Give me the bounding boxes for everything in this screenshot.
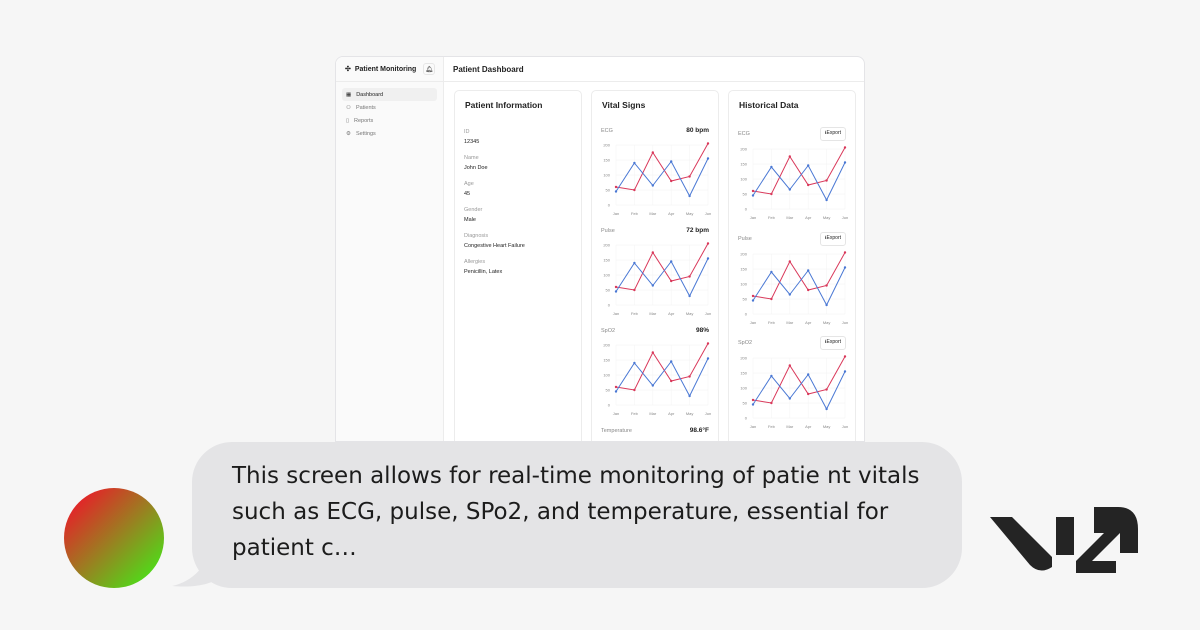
series-blue-point	[670, 360, 672, 362]
x-tick-label: Feb	[630, 311, 638, 316]
x-tick-label: Jan	[612, 211, 620, 216]
x-tick-label: May	[822, 320, 831, 325]
app-title: Patient Monitoring	[354, 65, 417, 73]
export-button[interactable]: ⭳Export	[820, 232, 846, 246]
series-blue-point	[789, 293, 791, 295]
series-blue-point	[770, 375, 772, 377]
spo2-chart	[596, 339, 716, 421]
series-blue-point	[707, 257, 709, 259]
series-red-point	[770, 402, 772, 404]
x-tick-label: Feb	[630, 211, 638, 216]
pulse-history-chart	[733, 248, 853, 330]
series-red-point	[707, 242, 709, 244]
y-tick-label: 100	[740, 176, 747, 182]
spo2-history-chart	[733, 352, 853, 434]
x-tick-label: Mar	[786, 215, 794, 220]
series-red-point	[844, 146, 846, 148]
y-tick-label: 150	[603, 357, 610, 363]
y-tick-label: 100	[740, 385, 747, 391]
history-label: ECG	[738, 131, 750, 137]
series-red-point	[789, 364, 791, 366]
series-red-line	[753, 148, 845, 195]
series-blue-point	[652, 384, 654, 386]
y-tick-label: 150	[603, 157, 610, 163]
y-tick-label: 150	[740, 161, 747, 167]
series-blue-line	[616, 259, 708, 297]
y-tick-label: 100	[603, 172, 610, 178]
field-label: Gender	[464, 207, 483, 213]
series-red-point	[615, 186, 617, 188]
y-tick-label: 100	[603, 272, 610, 278]
series-red-point	[807, 393, 809, 395]
sidebar-item-reports[interactable]	[342, 114, 437, 127]
series-blue-point	[844, 266, 846, 268]
history-label: Pulse	[738, 236, 752, 242]
y-tick-label: 0	[744, 311, 747, 317]
series-red-point	[752, 190, 754, 192]
series-blue-point	[825, 304, 827, 306]
x-tick-label: Apr	[805, 215, 812, 220]
x-tick-label: Jan	[749, 215, 757, 220]
card-title: Patient Information	[465, 100, 543, 110]
x-tick-label: Jan	[612, 311, 620, 316]
series-red-point	[825, 284, 827, 286]
series-blue-point	[707, 157, 709, 159]
y-tick-label: 200	[740, 146, 747, 152]
field-value: John Doe	[464, 165, 488, 171]
series-red-point	[807, 184, 809, 186]
history-label: SpO2	[738, 340, 753, 346]
series-red-line	[753, 357, 845, 404]
y-tick-label: 0	[607, 402, 610, 408]
vital-value: 98%	[695, 327, 709, 334]
vital-label: Pulse	[601, 227, 615, 234]
series-red-point	[825, 179, 827, 181]
series-red-point	[670, 280, 672, 282]
y-tick-label: 0	[607, 202, 610, 208]
series-red-point	[789, 155, 791, 157]
x-tick-label: Mar	[649, 211, 657, 216]
series-red-point	[652, 151, 654, 153]
x-tick-label: Apr	[805, 320, 812, 325]
patient-info-card	[454, 90, 582, 442]
field-label: ID	[464, 129, 470, 135]
x-tick-label: Jan	[749, 320, 757, 325]
series-red-point	[770, 298, 772, 300]
series-blue-point	[825, 408, 827, 410]
y-tick-label: 200	[603, 142, 610, 148]
vital-label: ECG	[601, 127, 613, 134]
card-title: Vital Signs	[602, 100, 646, 110]
series-red-point	[707, 142, 709, 144]
series-blue-point	[807, 164, 809, 166]
x-tick-label: Jun	[841, 320, 849, 325]
nav-label: Reports	[354, 117, 374, 124]
series-red-line	[616, 144, 708, 191]
series-red-point	[688, 375, 690, 377]
message-bubble: This screen allows for real-time monitoring of patie nt vitals such as ECG, pulse, SPo2, and temperature, essential for patient c…	[192, 442, 962, 588]
field-value: Congestive Heart Failure	[464, 243, 525, 249]
series-blue-point	[688, 295, 690, 297]
series-blue-point	[844, 161, 846, 163]
x-tick-label: May	[822, 424, 831, 429]
y-tick-label: 0	[607, 302, 610, 308]
x-tick-label: Feb	[767, 320, 775, 325]
cross-logo-icon: ✣	[345, 66, 351, 73]
card-title: Historical Data	[739, 100, 799, 110]
series-red-point	[789, 260, 791, 262]
x-tick-label: Jun	[841, 424, 849, 429]
series-blue-point	[688, 395, 690, 397]
x-tick-label: Apr	[668, 411, 675, 416]
y-tick-label: 150	[740, 266, 747, 272]
series-blue-point	[652, 184, 654, 186]
series-blue-point	[670, 260, 672, 262]
x-tick-label: Apr	[668, 211, 675, 216]
series-blue-point	[844, 370, 846, 372]
x-tick-label: Jun	[704, 411, 712, 416]
export-button[interactable]: ⭳Export	[820, 127, 846, 141]
series-blue-point	[615, 190, 617, 192]
gear-icon: ⚙	[346, 130, 351, 137]
field-label: Age	[464, 181, 474, 187]
series-blue-point	[752, 299, 754, 301]
series-red-point	[688, 175, 690, 177]
series-blue-point	[633, 262, 635, 264]
series-red-point	[670, 380, 672, 382]
y-tick-label: 50	[742, 191, 747, 197]
y-tick-label: 0	[744, 206, 747, 212]
y-tick-label: 50	[742, 400, 747, 406]
export-label: Export	[826, 339, 841, 345]
y-tick-label: 200	[603, 242, 610, 248]
y-tick-label: 50	[605, 187, 610, 193]
y-tick-label: 100	[740, 281, 747, 287]
x-tick-label: Mar	[786, 320, 794, 325]
series-blue-line	[616, 159, 708, 197]
bell-icon[interactable]: 🔔︎	[423, 63, 435, 75]
users-icon: ⚇	[346, 104, 351, 111]
series-red-point	[688, 275, 690, 277]
v0-logo	[990, 505, 1138, 575]
series-blue-point	[770, 166, 772, 168]
x-tick-label: Feb	[767, 215, 775, 220]
series-blue-point	[633, 162, 635, 164]
nav-label: Patients	[355, 104, 376, 111]
y-tick-label: 50	[605, 387, 610, 393]
series-blue-line	[753, 163, 845, 201]
series-blue-point	[825, 199, 827, 201]
series-blue-point	[707, 357, 709, 359]
series-red-point	[770, 193, 772, 195]
series-blue-point	[789, 188, 791, 190]
series-red-point	[752, 399, 754, 401]
vital-label: Temperature	[601, 427, 632, 434]
series-blue-point	[770, 271, 772, 273]
x-tick-label: Jun	[841, 215, 849, 220]
dashboard-icon: ▦	[346, 91, 352, 98]
series-blue-line	[753, 372, 845, 410]
vital-value: 72 bpm	[686, 227, 709, 234]
series-blue-point	[807, 373, 809, 375]
x-tick-label: Jan	[612, 411, 620, 416]
x-tick-label: May	[822, 215, 831, 220]
field-label: Allergies	[464, 259, 486, 265]
series-red-point	[615, 386, 617, 388]
x-tick-label: Jun	[704, 211, 712, 216]
series-red-line	[753, 253, 845, 300]
y-tick-label: 200	[740, 355, 747, 361]
x-tick-label: Apr	[668, 311, 675, 316]
series-blue-point	[615, 290, 617, 292]
field-value: 12345	[464, 139, 480, 145]
series-blue-point	[688, 195, 690, 197]
series-red-point	[615, 286, 617, 288]
vital-label: SpO2	[601, 327, 616, 334]
series-red-point	[825, 388, 827, 390]
series-red-line	[616, 344, 708, 391]
pulse-chart	[596, 239, 716, 321]
series-red-point	[844, 251, 846, 253]
series-red-point	[752, 295, 754, 297]
ecg-chart	[596, 139, 716, 221]
series-blue-point	[789, 397, 791, 399]
clipboard-icon: ▯	[346, 117, 350, 124]
nav-label: Settings	[355, 130, 376, 137]
series-red-point	[633, 389, 635, 391]
field-value: Penicillin, Latex	[464, 269, 503, 275]
brand	[336, 57, 443, 82]
field-label: Name	[464, 155, 479, 161]
historical-data-card	[728, 90, 856, 442]
series-red-point	[652, 351, 654, 353]
y-tick-label: 50	[605, 287, 610, 293]
field-value: 45	[464, 191, 471, 197]
sidebar-item-dashboard[interactable]	[342, 88, 437, 101]
y-tick-label: 200	[603, 342, 610, 348]
y-tick-label: 0	[744, 415, 747, 421]
avatar	[64, 488, 164, 588]
series-red-line	[616, 244, 708, 291]
x-tick-label: Mar	[649, 311, 657, 316]
sidebar-item-settings[interactable]	[342, 127, 437, 140]
series-blue-point	[615, 390, 617, 392]
export-button[interactable]: ⭳Export	[820, 336, 846, 350]
series-blue-point	[752, 403, 754, 405]
vital-signs-card	[591, 90, 719, 442]
x-tick-label: Feb	[630, 411, 638, 416]
y-tick-label: 200	[740, 251, 747, 257]
series-blue-point	[752, 194, 754, 196]
series-blue-point	[807, 269, 809, 271]
y-tick-label: 100	[603, 372, 610, 378]
series-red-point	[807, 289, 809, 291]
ecg-history-chart	[733, 143, 853, 225]
series-red-point	[652, 251, 654, 253]
x-tick-label: Apr	[805, 424, 812, 429]
field-value: Male	[464, 217, 476, 223]
nav-label: Dashboard	[356, 91, 384, 98]
vital-value: 98.6°F	[689, 427, 709, 434]
x-tick-label: May	[685, 211, 694, 216]
series-blue-line	[616, 359, 708, 397]
series-blue-point	[670, 160, 672, 162]
x-tick-label: Feb	[767, 424, 775, 429]
series-red-point	[707, 342, 709, 344]
x-tick-label: Mar	[786, 424, 794, 429]
sidebar	[336, 57, 444, 441]
series-blue-point	[652, 284, 654, 286]
x-tick-label: May	[685, 411, 694, 416]
y-tick-label: 150	[603, 257, 610, 263]
app-window	[335, 56, 865, 442]
y-tick-label: 150	[740, 370, 747, 376]
x-tick-label: Jun	[704, 311, 712, 316]
series-blue-line	[753, 268, 845, 306]
x-tick-label: May	[685, 311, 694, 316]
series-blue-point	[633, 362, 635, 364]
y-tick-label: 50	[742, 296, 747, 302]
series-red-point	[844, 355, 846, 357]
field-label: Diagnosis	[464, 233, 489, 239]
x-tick-label: Mar	[649, 411, 657, 416]
export-label: Export	[826, 235, 841, 241]
page-title: Patient Dashboard	[444, 57, 864, 82]
x-tick-label: Jan	[749, 424, 757, 429]
vital-value: 80 bpm	[686, 127, 709, 134]
series-red-point	[633, 289, 635, 291]
series-red-point	[633, 189, 635, 191]
series-red-point	[670, 180, 672, 182]
export-label: Export	[826, 130, 841, 136]
sidebar-item-patients[interactable]	[342, 101, 437, 114]
